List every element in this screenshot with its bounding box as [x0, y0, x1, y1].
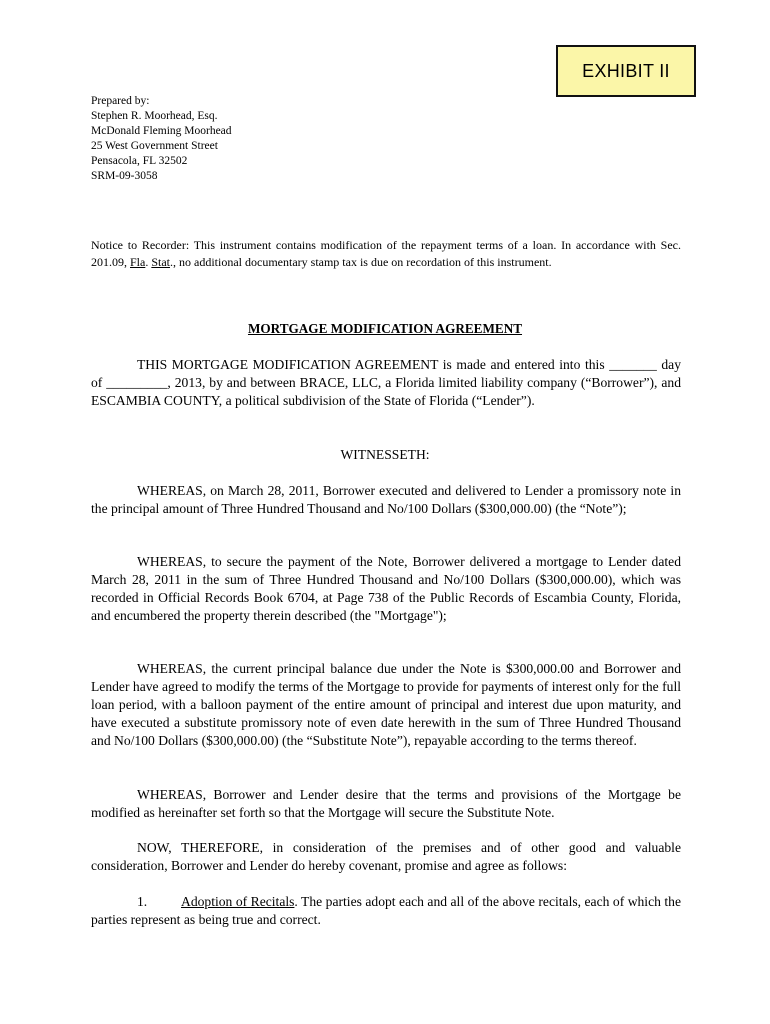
whereas-paragraph-1	[91, 482, 681, 518]
section-1-paragraph	[91, 893, 681, 929]
notice-fla: Fla	[130, 255, 146, 269]
whereas-1-text: WHEREAS, on March 28, 2011, Borrower executed and delivered to Lender a promissory note in the principal amount of Three Hundred Thousand and No/100 Dollars ($300,000.00) (the “Note”);	[91, 483, 681, 516]
whereas-paragraph-3	[91, 660, 681, 750]
intro-paragraph	[91, 356, 681, 410]
prepared-by-block	[91, 94, 232, 184]
section-1-heading: Adoption of Recitals	[181, 894, 295, 909]
notice-text-part2: ., no additional documentary stamp tax is due on recordation of this instrument.	[170, 255, 552, 269]
preparer-name: Stephen R. Moorhead, Esq.	[91, 110, 218, 122]
whereas-3-text: WHEREAS, the current principal balance due under the Note is $300,000.00 and Borrower and Lender have agreed to modify the terms of the Mortgage to provide for payments of interest only for the full loan period, with a balloon payment of the entire amount of principal and interest due upon maturity, and have executed a substitute promissory note of even date herewith in the sum of Three Hundred Thousand and No/100 Dollars ($300,000.00) (the “Substitute Note”), repayable according to the terms thereof.	[91, 661, 681, 748]
section-1-text: . The parties adopt each and all of the above recitals, each of which the parties represent as being true and correct.	[91, 894, 681, 927]
exhibit-label-box	[556, 45, 696, 97]
now-therefore-text: NOW, THEREFORE, in consideration of the premises and of other good and valuable consideration, Borrower and Lender do hereby covenant, promise and agree as follows:	[91, 840, 681, 873]
whereas-paragraph-2	[91, 553, 681, 625]
whereas-2-text: WHEREAS, to secure the payment of the Note, Borrower delivered a mortgage to Lender dated March 28, 2011 in the sum of Three Hundred Thousand and No/100 Dollars ($300,000.00), which was recorded in Official Records Book 6704, at Page 738 of the Public Records of Escambia County, Florida, and encumbered the property therein described (the "Mortgage");	[91, 554, 681, 623]
now-therefore-paragraph	[91, 839, 681, 875]
notice-dot: .	[145, 255, 152, 269]
whereas-paragraph-4	[91, 786, 681, 822]
exhibit-label: EXHIBIT II	[582, 60, 670, 81]
notice-text-part1: Notice to Recorder: This instrument contains modification of the repayment terms of a loan. In accordance with Sec. 201.09,	[91, 238, 681, 269]
section-1-number: 1.	[137, 894, 148, 909]
notice-stat: Stat	[151, 255, 171, 269]
whereas-4-text: WHEREAS, Borrower and Lender desire that the terms and provisions of the Mortgage be modified as hereinafter set forth so that the Mortgage will secure the Substitute Note.	[91, 787, 681, 820]
preparer-city: Pensacola, FL 32502	[91, 155, 188, 167]
prepared-by-heading: Prepared by:	[91, 95, 150, 107]
file-reference: SRM-09-3058	[91, 170, 158, 182]
intro-text: THIS MORTGAGE MODIFICATION AGREEMENT is made and entered into this _______ day of _________, 2013, by and between BRACE, LLC, a Florida limited liability company (“Borrower”), and ESCAMBIA COUNTY, a political subdivision of the State of Florida (“Lender”).	[91, 357, 681, 408]
preparer-firm: McDonald Fleming Moorhead	[91, 125, 232, 137]
preparer-street: 25 West Government Street	[91, 140, 218, 152]
notice-to-recorder	[91, 237, 681, 271]
document-title: MORTGAGE MODIFICATION AGREEMENT	[247, 321, 523, 336]
witnesseth-heading: WITNESSETH:	[340, 447, 430, 462]
